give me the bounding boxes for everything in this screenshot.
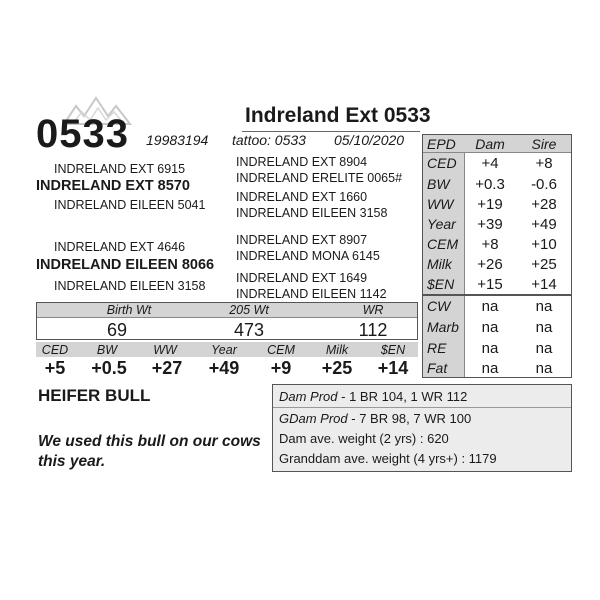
epd-dam-ww: +19 xyxy=(477,196,503,213)
epd-row-value-bw: +0.5 xyxy=(91,358,127,378)
lot-title: Indreland Ext 0533 xyxy=(245,104,431,127)
weights-header-wr: WR xyxy=(362,303,384,317)
epd-dam-marb: na xyxy=(481,319,499,336)
dam-prod-label: Dam Prod xyxy=(279,389,338,404)
epd-row-value-en: +14 xyxy=(377,358,409,378)
comment-text: We used this bull on our cows this year. xyxy=(38,433,261,470)
epd-sire-cw: na xyxy=(535,298,553,315)
epd-header-sire: Sire xyxy=(531,136,557,152)
lot-number: 0533 xyxy=(36,112,129,156)
birth-date: 05/10/2020 xyxy=(334,132,405,148)
epd-header-dam: Dam xyxy=(475,136,505,152)
epd-table xyxy=(422,134,572,378)
epd-label-cem: CEM xyxy=(427,236,459,252)
epd-label-cw: CW xyxy=(427,298,451,314)
epd-sire-ced: +8 xyxy=(535,155,553,172)
epd-row-header-bw: BW xyxy=(96,343,118,357)
epd-row-value-year: +49 xyxy=(208,358,240,378)
production-box xyxy=(272,384,572,472)
pedigree-sire-sire: INDRELAND EXT 6915 xyxy=(54,162,186,176)
epd-sire-re: na xyxy=(535,340,553,357)
epd-row-value-ced: +5 xyxy=(44,358,66,378)
registration-number: 19983194 xyxy=(146,132,209,148)
epd-row-value-cem: +9 xyxy=(270,358,292,378)
epd-sire-year: +49 xyxy=(531,216,557,233)
gdam-prod-line xyxy=(279,411,471,426)
dam-prod-line xyxy=(279,389,467,404)
epd-sire-bw: -0.6 xyxy=(531,176,557,193)
epd-dam-fat: na xyxy=(481,360,499,377)
epd-divider xyxy=(423,294,571,296)
gdam-prod-value: - 7 BR 98, 7 WR 100 xyxy=(347,411,472,426)
epd-dam-re: na xyxy=(481,340,499,357)
pedigree-dam-dam-dam: INDRELAND EILEEN 1142 xyxy=(236,287,387,301)
production-divider xyxy=(273,407,571,408)
weights-value-birth: 69 xyxy=(106,320,128,340)
epd-label-en: $EN xyxy=(427,276,455,292)
epd-dam-year: +39 xyxy=(477,216,503,233)
epd-row-header-cem: CEM xyxy=(267,343,295,357)
epd-label-ced: CED xyxy=(427,155,457,171)
epd-dam-milk: +26 xyxy=(477,256,503,273)
weights-value-205: 473 xyxy=(233,320,265,340)
weights-header-birth: Birth Wt xyxy=(106,303,152,317)
pedigree-sire-sire-sire: INDRELAND EXT 8904 xyxy=(236,155,368,169)
epd-row-header-ww: WW xyxy=(153,343,177,357)
epd-label-fat: Fat xyxy=(427,360,448,376)
epd-label-ww: WW xyxy=(427,196,454,212)
epd-sire-milk: +25 xyxy=(531,256,557,273)
weights-table xyxy=(36,302,418,340)
epd-sire-marb: na xyxy=(535,319,553,336)
epd-label-milk: Milk xyxy=(427,256,452,272)
epd-sire-cem: +10 xyxy=(531,236,557,253)
epd-label-year: Year xyxy=(427,216,456,232)
pedigree-dam-sire-sire: INDRELAND EXT 8907 xyxy=(236,233,368,247)
tattoo: tattoo: 0533 xyxy=(232,132,306,148)
epd-dam-cem: +8 xyxy=(481,236,499,253)
weights-header-205: 205 Wt xyxy=(229,303,269,317)
pedigree-sire: INDRELAND EXT 8570 xyxy=(36,178,190,194)
pedigree-sire-dam-sire: INDRELAND EXT 1660 xyxy=(236,190,368,204)
epd-dam-en: +15 xyxy=(477,276,503,293)
epd-row-value-ww: +27 xyxy=(151,358,183,378)
epd-dam-bw: +0.3 xyxy=(475,176,505,193)
dam-prod-value: - 1 BR 104, 1 WR 112 xyxy=(337,389,468,404)
epd-row-value-milk: +25 xyxy=(321,358,353,378)
epd-row-header-milk: Milk xyxy=(325,343,349,357)
epd-sire-en: +14 xyxy=(531,276,557,293)
pedigree-dam-sire-dam: INDRELAND MONA 6145 xyxy=(236,249,380,263)
epd-dam-cw: na xyxy=(481,298,499,315)
epd-row-header-ced: CED xyxy=(41,343,69,357)
epd-row-header-year: Year xyxy=(211,343,237,357)
dam-weight: Dam ave. weight (2 yrs) : 620 xyxy=(279,431,449,446)
epd-row-header-en: $EN xyxy=(380,343,406,357)
epd-label-bw: BW xyxy=(427,176,450,192)
gdam-prod-label: GDam Prod xyxy=(279,411,348,426)
epd-dam-ced: +4 xyxy=(481,155,499,172)
pedigree-dam-dam-sire: INDRELAND EXT 1649 xyxy=(236,271,368,285)
pedigree-sire-dam-dam: INDRELAND EILEEN 3158 xyxy=(236,206,388,220)
epd-sire-fat: na xyxy=(535,360,553,377)
pedigree-sire-dam: INDRELAND EILEEN 5041 xyxy=(54,198,206,212)
pedigree-dam: INDRELAND EILEEN 8066 xyxy=(36,257,215,273)
epd-header-epd: EPD xyxy=(427,136,456,152)
epd-label-re: RE xyxy=(427,340,447,356)
weights-value-wr: 112 xyxy=(358,320,388,340)
pedigree-dam-dam: INDRELAND EILEEN 3158 xyxy=(54,279,206,293)
pedigree-dam-sire: INDRELAND EXT 4646 xyxy=(54,240,186,254)
epd-label-marb: Marb xyxy=(427,319,459,335)
category-label: HEIFER BULL xyxy=(38,386,151,405)
pedigree-sire-sire-dam: INDRELAND ERELITE 0065# xyxy=(236,171,403,185)
epd-sire-ww: +28 xyxy=(531,196,557,213)
granddam-weight: Granddam ave. weight (4 yrs+) : 1179 xyxy=(279,451,497,466)
